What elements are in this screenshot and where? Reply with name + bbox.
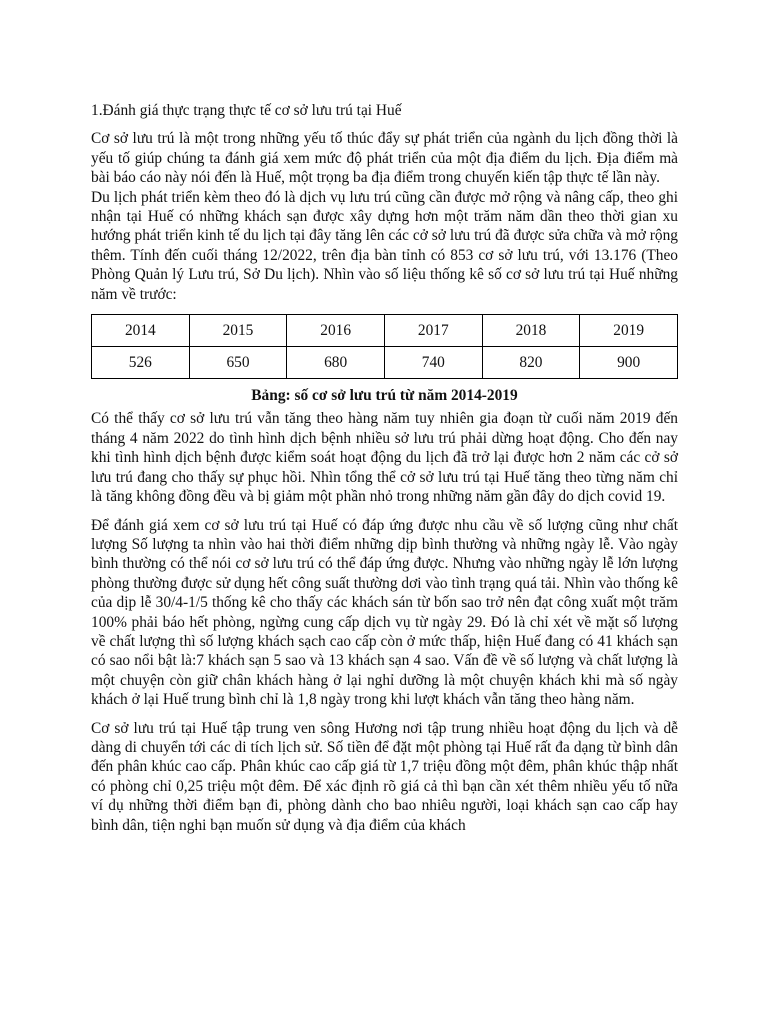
paragraph-location-pricing: Cơ sở lưu trú tại Huế tập trung ven sông Hương nơi tập trung nhiều hoạt động du lịch và dễ dàng di chuyển tới các di tích lịch sử. Số tiền để đặt một phòng tại Huế rất đa dạng từ bình dân đến phân khúc cao cấp. Phân khúc cao cấp giá từ 1,7 triệu đồng một đêm, phân khúc thập nhất có phòng chỉ 0,25 triệu một đêm. Để xác định rõ giá cả thì bạn cần xét thêm nhiều yếu tố nữa ví dụ những thời điểm bạn đi, phòng dành cho bao nhiêu người, loại khách sạn cao cấp hay bình dân, tiện nghi bạn muốn sử dụng và địa điểm của khách (91, 719, 678, 834)
document-page (91, 96, 678, 835)
table-cell-year: 2015 (189, 315, 287, 347)
table-cell-year: 2017 (384, 315, 482, 347)
table-row-years (92, 315, 678, 347)
table-cell-count: 900 (580, 347, 678, 379)
paragraph-recovery: Có thể thấy cơ sở lưu trú vẫn tăng theo hàng năm tuy nhiên gia đoạn từ cuối năm 2019 đến tháng 4 năm 2022 do tình hình dịch bệnh nhiều sở lưu trú phải dừng hoạt động. Cho đến nay khi tình hình dịch bệnh được kiểm soát hoạt động du lịch đã trở lại được hơn 2 năm các cở sở lưu trú đang cho thấy sự phục hồi. Nhìn tổng thể cở sở lưu trú tại Huế tăng theo từng năm chỉ là tăng không đồng đều và bị giảm một phần nhỏ trong những năm gần đây do dịch covid 19. (91, 410, 678, 506)
table-cell-year: 2019 (580, 315, 678, 347)
table-row-counts (92, 347, 678, 379)
table-cell-year: 2016 (287, 315, 385, 347)
table-cell-count: 820 (482, 347, 580, 379)
table-cell-count: 740 (384, 347, 482, 379)
table-cell-count: 526 (92, 347, 190, 379)
table-cell-count: 680 (287, 347, 385, 379)
intro-paragraph-2: Du lịch phát triển kèm theo đó là dịch vụ lưu trú cũng cần được mở rộng và nâng cấp, theo ghi nhận tại Huế có những khách sạn được xây dựng hơn một trăm năm dần theo thời gian xu hướng phát triển kinh tế du lịch tại đây tăng lên các cở sở lưu trú đã được sửa chữa và mở rộng thêm. Tính đến cuối tháng 12/2022, trên địa bàn tỉnh có 853 cơ sở lưu trú, với 13.176 (Theo Phòng Quản lý Lưu trú, Sở Du lịch). Nhìn vào số liệu thống kê số cơ sở lưu trú tại Huế những năm về trước: (91, 188, 678, 303)
accommodation-count-table (91, 314, 678, 379)
paragraph-capacity: Để đánh giá xem cơ sở lưu trú tại Huế có đáp ứng được nhu cầu về số lượng cũng như chất lượng Số lượng ta nhìn vào hai thời điểm những dịp bình thường và những ngày lễ. Vào ngày bình thường có thể nói cơ sở lưu trú có thể đáp ứng được. Nhưng vào những ngày lễ lớn lượng phòng thường được sử dụng hết công suất thường dơi vào tình trạng quá tải. Nhìn vào thống kê của dịp lễ 30/4-1/5 thống kê cho thấy các khách sán từ bốn sao trở nên đạt công xuất một trăm 100% phải báo hết phòng, ngừng cung cấp dịch vụ từ ngày 29. Đó là chỉ xét về mặt số lượng về chất lượng thì số lượng khách sạch cao cấp còn ở mức thấp, hiện Huế đang có 41 khách sạn có sao nổi bật là:7 khách sạn 5 sao và 13 khách sạn 4 sao. Vấn đề về số lượng và chất lượng là một chuyện còn giữ chân khách hàng ở lại nghỉ dưỡng là một chuyện khách khi mà số ngày khách ở lại Huế trung bình chỉ là 1,8 ngày trong khi lượt khách vẫn tăng theo hàng năm. (91, 516, 678, 709)
section-heading: 1.Đánh giá thực trạng thực tế cơ sở lưu trú tại Huế (91, 102, 402, 119)
table-cell-year: 2014 (92, 315, 190, 347)
table-cell-count: 650 (189, 347, 287, 379)
table-cell-year: 2018 (482, 315, 580, 347)
intro-paragraph-1: Cơ sở lưu trú là một trong những yếu tố thúc đẩy sự phát triển của ngành du lịch đồng thời là yếu tố giúp chúng ta đánh giá xem mức độ phát triển của một địa điểm du lịch. Địa điểm mà bài báo cáo này nói đến là Huế, một trọng ba địa điểm trong chuyến kiến tập thực tế lần này. (91, 130, 678, 187)
table-caption: Bảng: số cơ sở lưu trú từ năm 2014-2019 (251, 387, 518, 405)
